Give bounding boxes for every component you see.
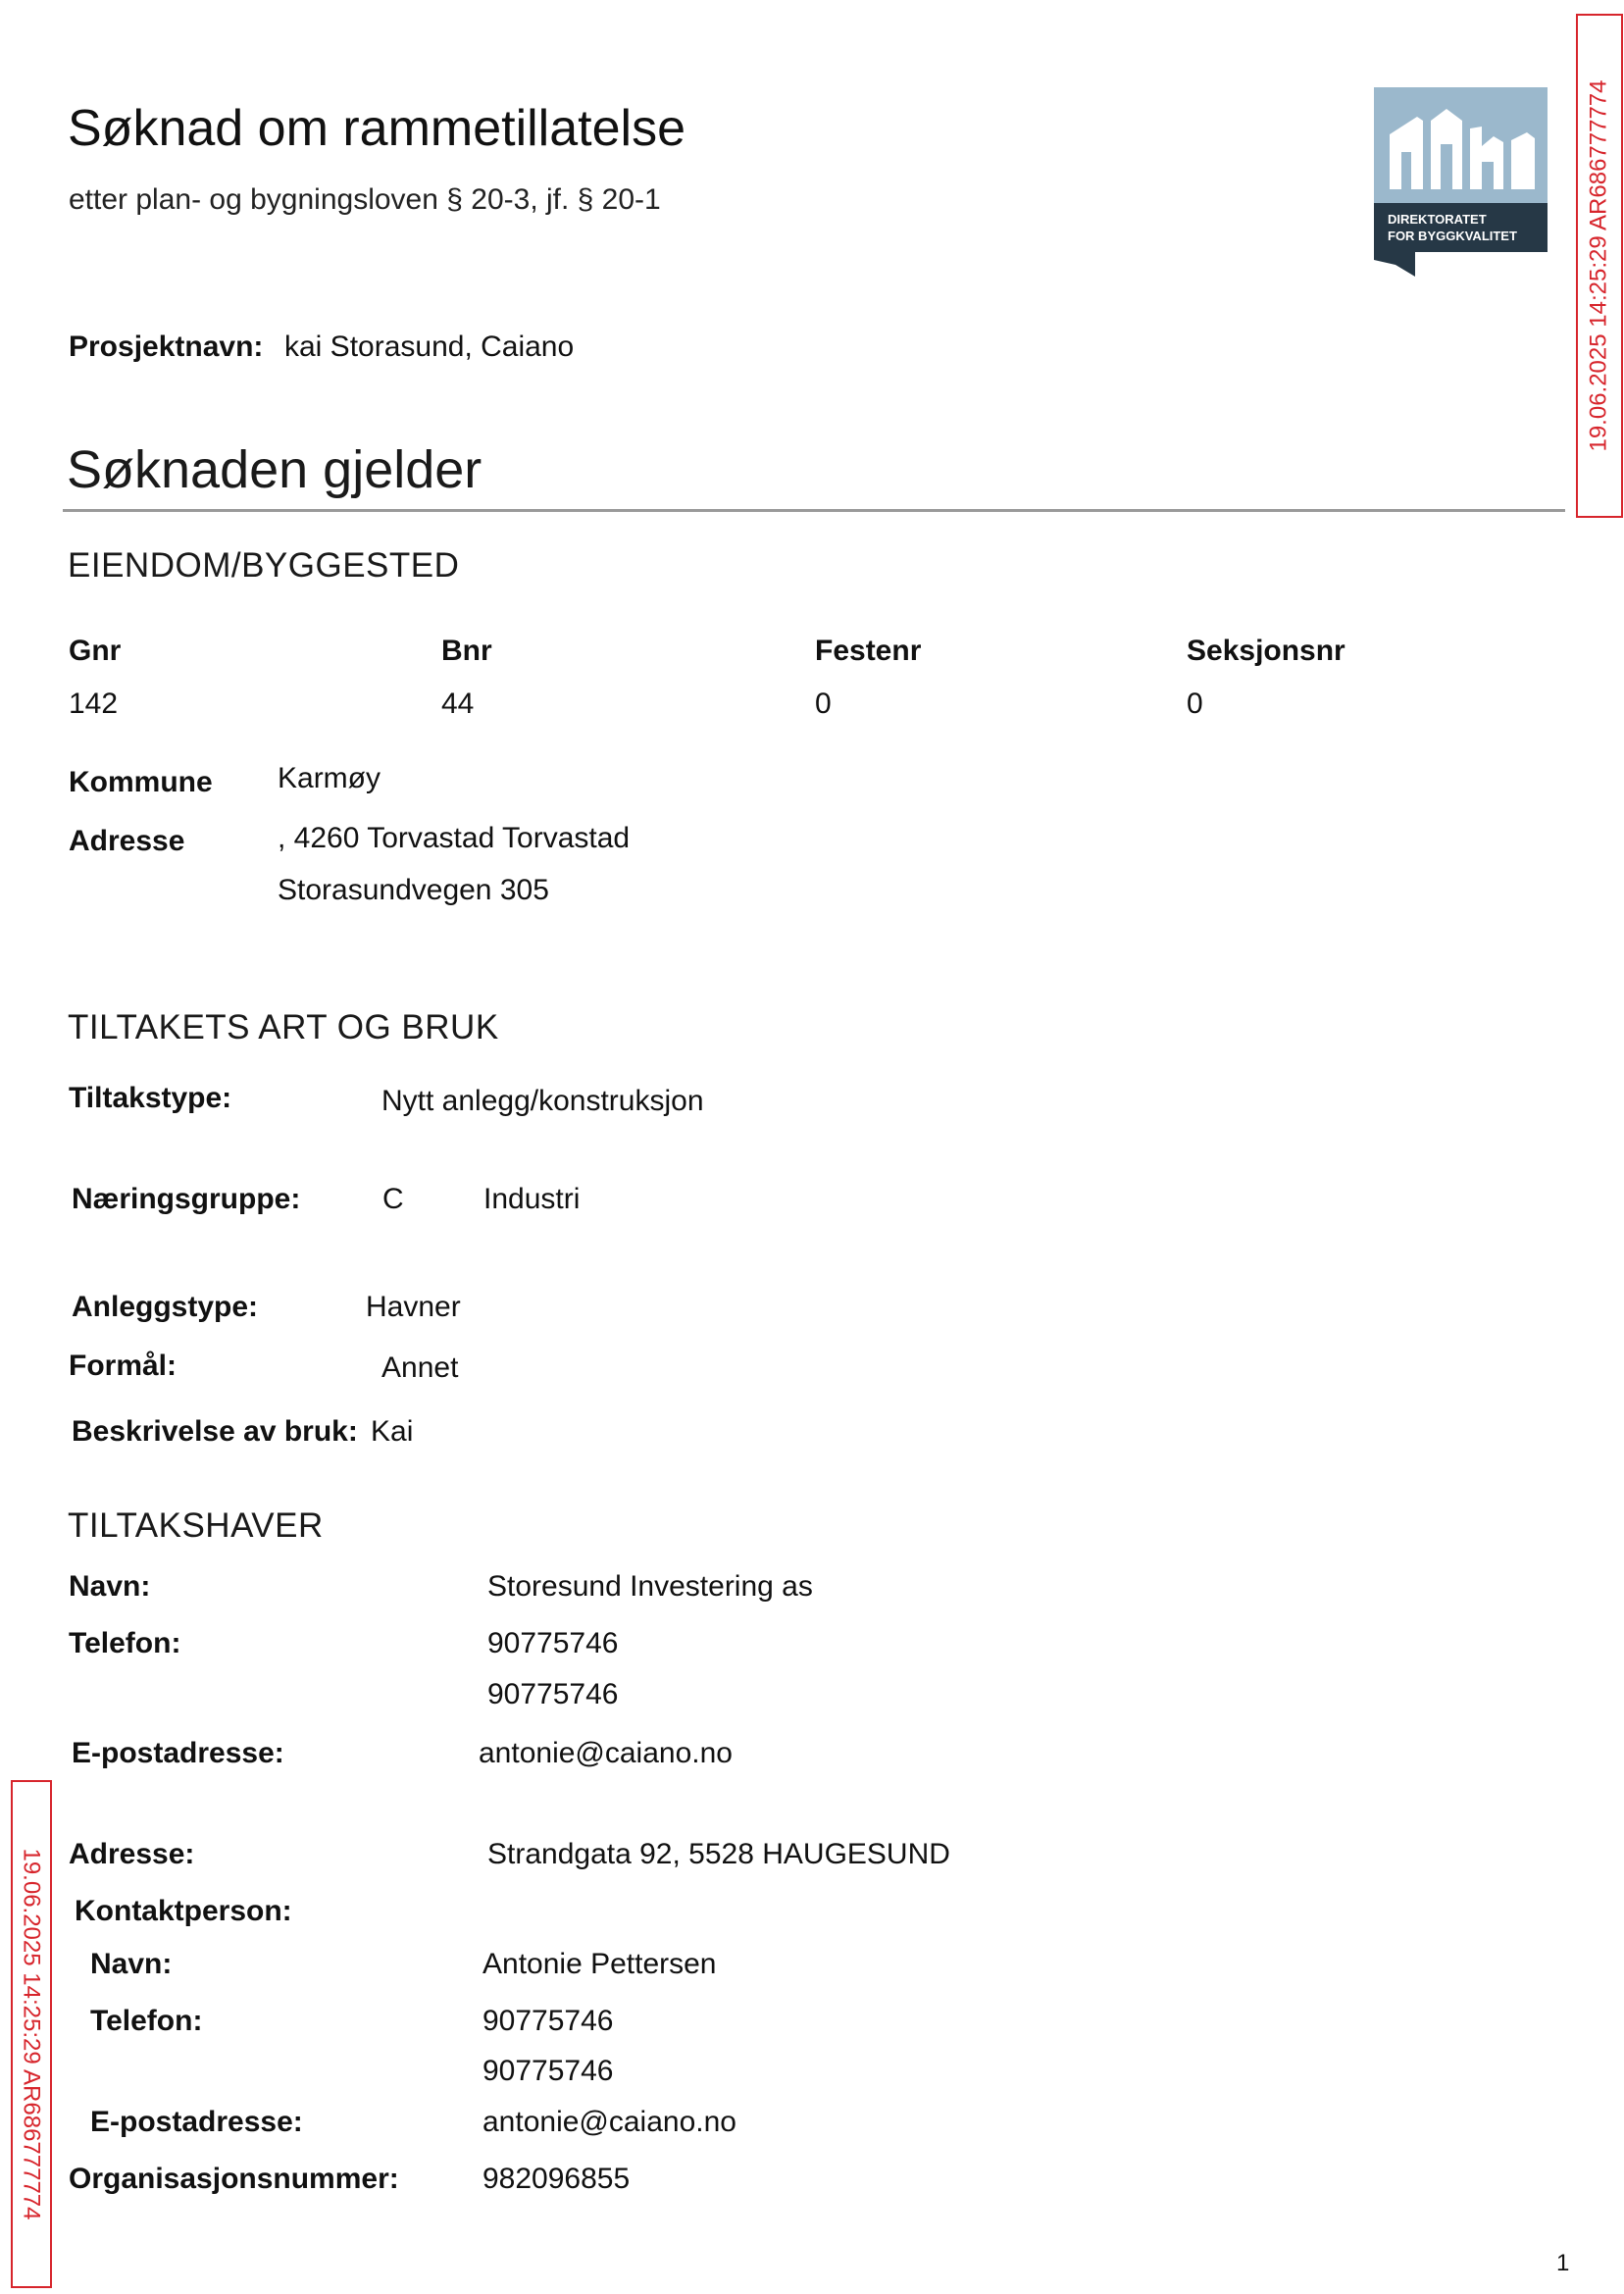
naeringsgruppe-label: Næringsgruppe: bbox=[72, 1183, 301, 1215]
tiltakshaver-telefon-value-1: 90775746 bbox=[487, 1627, 619, 1659]
kontakt-telefon-value-2: 90775746 bbox=[482, 2055, 614, 2087]
kommune-label: Kommune bbox=[69, 766, 213, 798]
tiltakstype-value: Nytt anlegg/konstruksjon bbox=[381, 1085, 704, 1117]
page-title: Søknad om rammetillatelse bbox=[68, 100, 685, 157]
kontakt-epost-label: E-postadresse: bbox=[90, 2106, 303, 2138]
tiltakshaver-telefon-label: Telefon: bbox=[69, 1627, 181, 1659]
project-name-label: Prosjektnavn: bbox=[69, 331, 264, 363]
anleggstype-value: Havner bbox=[366, 1291, 461, 1323]
kontakt-navn-value: Antonie Pettersen bbox=[482, 1948, 717, 1980]
kontaktperson-label: Kontaktperson: bbox=[75, 1895, 292, 1927]
adresse-label: Adresse bbox=[69, 825, 185, 857]
logo-text-2: FOR BYGGKVALITET bbox=[1388, 229, 1517, 243]
anleggstype-label: Anleggstype: bbox=[72, 1291, 259, 1323]
orgnr-value: 982096855 bbox=[482, 2163, 631, 2195]
receipt-stamp-text: 19.06.2025 14:25:29 AR686777774 bbox=[19, 1848, 45, 2220]
receipt-stamp-text: 19.06.2025 14:25:29 AR686777774 bbox=[1586, 79, 1612, 452]
formal-value: Annet bbox=[381, 1351, 459, 1384]
naeringsgruppe-value: Industri bbox=[483, 1183, 581, 1215]
festenr-label: Festenr bbox=[815, 635, 922, 667]
tiltakshaver-navn-label: Navn: bbox=[69, 1570, 151, 1603]
section-divider bbox=[63, 509, 1565, 512]
seksjonsnr-value: 0 bbox=[1187, 688, 1203, 720]
gnr-value: 142 bbox=[69, 688, 119, 720]
tiltakshaver-epost-label: E-postadresse: bbox=[72, 1737, 284, 1769]
project-name-value: kai Storasund, Caiano bbox=[284, 331, 575, 363]
adresse-line-2: Storasundvegen 305 bbox=[278, 874, 549, 906]
dibk-logo bbox=[1374, 87, 1548, 277]
formal-label: Formål: bbox=[69, 1350, 178, 1382]
tiltakshaver-adresse-label: Adresse: bbox=[69, 1838, 195, 1870]
receipt-stamp-left bbox=[11, 1780, 52, 2288]
bnr-label: Bnr bbox=[441, 635, 492, 667]
property-heading: EIENDOM/BYGGESTED bbox=[68, 546, 460, 585]
kontakt-telefon-value-1: 90775746 bbox=[482, 2005, 614, 2037]
festenr-value: 0 bbox=[815, 688, 832, 720]
gnr-label: Gnr bbox=[69, 635, 122, 667]
tiltak-heading: TILTAKETS ART OG BRUK bbox=[68, 1008, 499, 1046]
bnr-value: 44 bbox=[441, 688, 475, 720]
kontakt-epost-value: antonie@caiano.no bbox=[482, 2106, 736, 2138]
logo-text-1: DIREKTORATET bbox=[1388, 212, 1487, 227]
tiltakshaver-navn-value: Storesund Investering as bbox=[487, 1570, 813, 1603]
tiltakshaver-heading: TILTAKSHAVER bbox=[68, 1506, 324, 1545]
naeringsgruppe-code: C bbox=[382, 1183, 404, 1215]
orgnr-label: Organisasjonsnummer: bbox=[69, 2163, 399, 2195]
page-number: 1 bbox=[1556, 2250, 1570, 2276]
kommune-value: Karmøy bbox=[278, 762, 381, 794]
adresse-line-1: , 4260 Torvastad Torvastad bbox=[278, 822, 631, 854]
section-title: Søknaden gjelder bbox=[67, 440, 482, 499]
tiltakstype-label: Tiltakstype: bbox=[69, 1082, 232, 1114]
seksjonsnr-label: Seksjonsnr bbox=[1187, 635, 1345, 667]
tiltakshaver-epost-value: antonie@caiano.no bbox=[479, 1737, 733, 1769]
beskrivelse-label: Beskrivelse av bruk: bbox=[72, 1415, 358, 1448]
kontakt-telefon-label: Telefon: bbox=[90, 2005, 203, 2037]
tiltakshaver-telefon-value-2: 90775746 bbox=[487, 1678, 619, 1710]
tiltakshaver-adresse-value: Strandgata 92, 5528 HAUGESUND bbox=[487, 1838, 950, 1870]
receipt-stamp-top bbox=[1576, 14, 1623, 518]
kontakt-navn-label: Navn: bbox=[90, 1948, 173, 1980]
page-subtitle: etter plan- og bygningsloven § 20-3, jf. § 20-1 bbox=[69, 183, 661, 216]
beskrivelse-value: Kai bbox=[371, 1415, 414, 1448]
